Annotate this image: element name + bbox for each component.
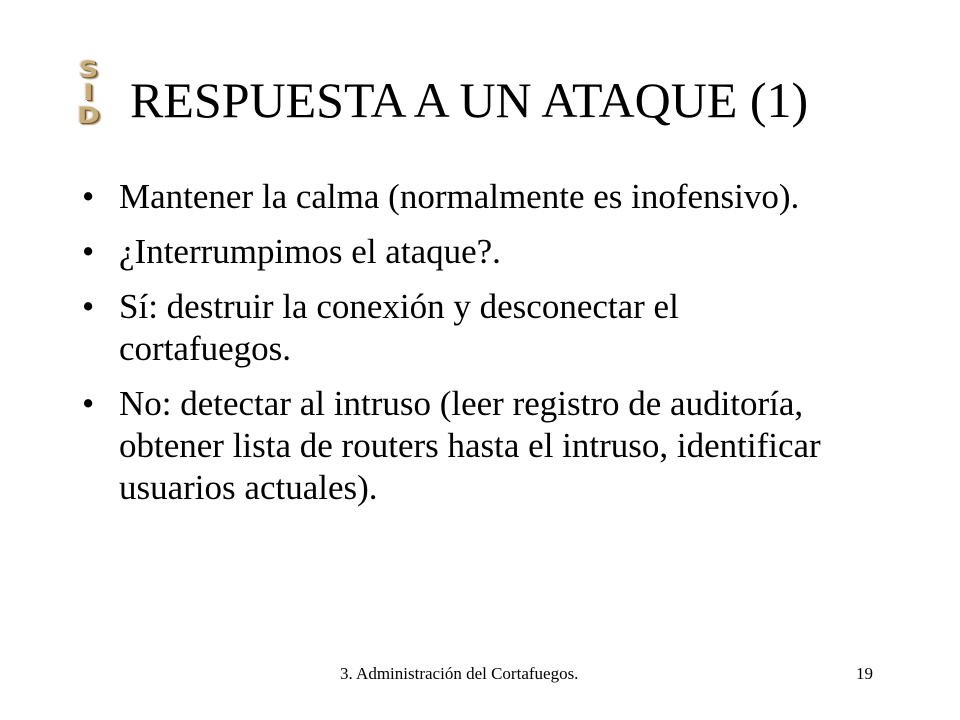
bullet-marker: •: [82, 232, 95, 271]
bullet-text: Sí: destruir la conexión y desconectar el cortafuegos.: [119, 287, 679, 368]
bullet-marker: •: [82, 384, 95, 423]
footer-section-title: 3. Administración del Cortafuegos.: [340, 664, 579, 683]
logo-letter-d: D: [76, 104, 102, 129]
bullet-text: Mantener la calma (normalmente es inofensivo).: [119, 177, 800, 216]
logo-letter-i: I: [83, 81, 95, 106]
bullet-item: [82, 286, 842, 370]
footer-page-number: 19: [856, 664, 873, 683]
bullet-list: [82, 176, 842, 522]
bullet-marker: •: [82, 287, 95, 326]
logo-letter-s: S: [78, 58, 100, 83]
bullet-item: [82, 176, 842, 218]
bullet-text: ¿Interrumpimos el ataque?.: [119, 232, 501, 271]
bullet-marker: •: [82, 177, 95, 216]
sid-logo: [64, 60, 114, 130]
bullet-item: [82, 383, 842, 509]
slide-title: RESPUESTA A UN ATAQUE (1): [130, 72, 809, 128]
bullet-text: No: detectar al intruso (leer registro de auditoría, obtener lista de routers hasta el intruso, identificar usuarios actuales).: [119, 384, 821, 507]
bullet-item: [82, 231, 842, 273]
